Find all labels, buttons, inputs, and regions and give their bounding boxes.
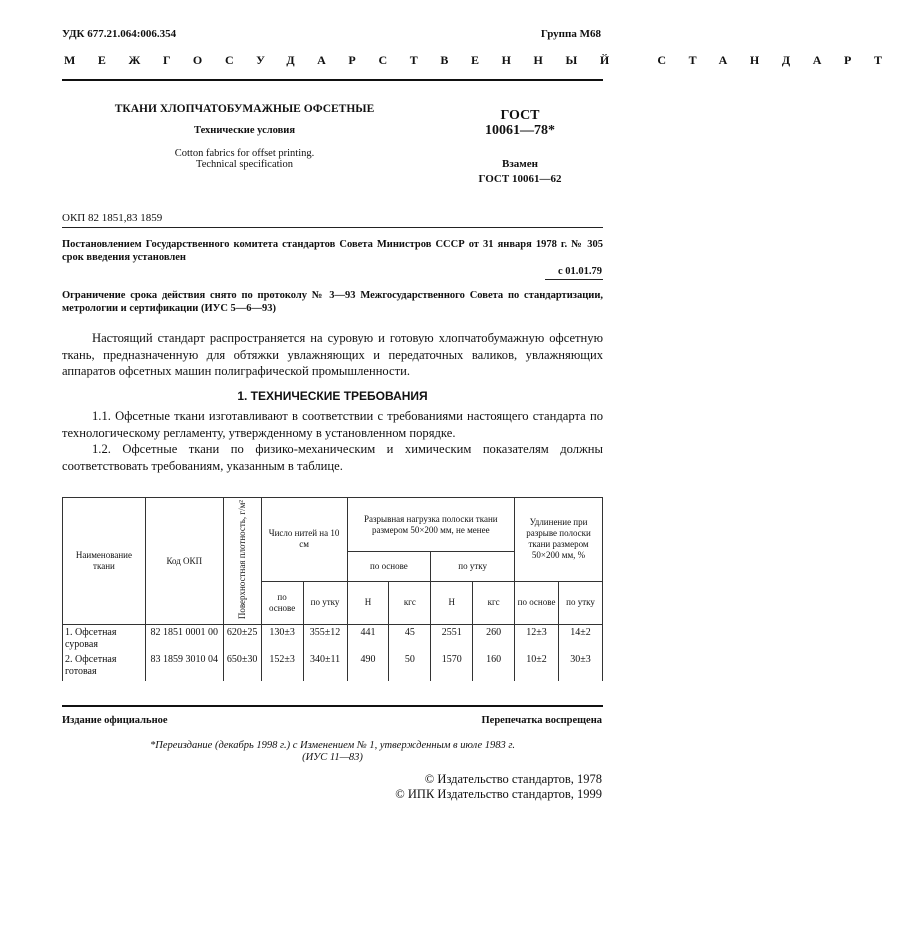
replaces-number: ГОСТ 10061—62 xyxy=(478,173,562,185)
table-row xyxy=(63,625,603,653)
row-threads-weft: 340±11 xyxy=(303,652,347,681)
header-load: Разрывная нагрузка полоски ткани размером 50×200 мм, не менее xyxy=(347,498,515,552)
row-name-line1: 2. Офсетная xyxy=(65,654,117,666)
header-threads-warp: по основе xyxy=(261,581,303,624)
paragraph-1-1: 1.1. Офсетные ткани изготавливают в соответствии с требованиями настоящего стандарта по технологическому регламенту, утвержденному в установленном порядке. xyxy=(62,409,603,440)
reissue-line2: (ИУС 11—83) xyxy=(302,752,363,763)
header-load-weft-n: Н xyxy=(431,581,473,624)
footer-rule xyxy=(62,705,603,707)
standard-banner: МЕЖГОСУДАРСТВЕННЫЙ СТАНДАРТ xyxy=(64,53,905,67)
row-name-line1: 1. Офсетная xyxy=(65,627,117,639)
udk-code: УДК 677.21.064:006.354 xyxy=(62,28,177,40)
row-load-warp-n: 441 xyxy=(347,625,389,653)
header-load-warp: по основе xyxy=(347,552,431,582)
row-code: 82 1851 0001 00 xyxy=(145,625,223,653)
table-row xyxy=(63,652,603,681)
group-code: Группа М68 xyxy=(540,28,601,40)
header-density: Поверхностная плотность, г/м² xyxy=(237,500,248,620)
requirements-table xyxy=(62,497,603,681)
gost-label: ГОСТ xyxy=(500,108,540,123)
row-elong-weft: 14±2 xyxy=(559,625,603,653)
row-load-warp-kgs: 50 xyxy=(389,652,431,681)
row-name-line2: готовая xyxy=(65,666,97,678)
header-threads-weft: по утку xyxy=(303,581,347,624)
document-title: ТКАНИ ХЛОПЧАТОБУМАЖНЫЕ ОФСЕТНЫЕ xyxy=(114,103,375,115)
row-elong-weft: 30±3 xyxy=(559,652,603,681)
row-elong-warp: 10±2 xyxy=(515,652,559,681)
row-load-weft-n: 2551 xyxy=(431,625,473,653)
header-density-cell xyxy=(223,498,261,625)
banner-rule xyxy=(62,79,603,81)
header-load-weft-kgs: кгс xyxy=(473,581,515,624)
header-load-warp-kgs: кгс xyxy=(389,581,431,624)
reissue-line1: *Переиздание (декабрь 1998 г.) с Изменением № 1, утвержденным в июле 1983 г. xyxy=(150,740,515,751)
row-code: 83 1859 3010 04 xyxy=(145,652,223,681)
table-header-row-1 xyxy=(63,498,603,552)
reprint-notice: Перепечатка воспрещена xyxy=(481,715,602,726)
intro-section xyxy=(62,330,603,380)
header-elong-weft: по утку xyxy=(559,581,603,624)
intro-paragraph: Настоящий стандарт распространяется на суровую и готовую хлопчатобумажную офсетную ткань, предназначенную для обтяжки увлажняющих и передаточных валиков, увлажняющих аппаратов офсетных машин полиграфической промышленности. xyxy=(62,331,603,378)
restriction-text: Ограничение срока действия снято по протоколу № 3—93 Межгосударственного Совета по стандартизации, метрологии и сертификации (ИУС 5—6—93) xyxy=(62,290,603,314)
header-elong-warp: по основе xyxy=(515,581,559,624)
row-load-weft-kgs: 260 xyxy=(473,625,515,653)
section-heading: 1. ТЕХНИЧЕСКИЕ ТРЕБОВАНИЯ xyxy=(237,389,428,403)
header-threads: Число нитей на 10 см xyxy=(261,498,347,582)
official-edition: Издание официальное xyxy=(62,715,168,726)
reissue-note xyxy=(62,740,603,764)
english-title-line1: Cotton fabrics for offset printing. xyxy=(174,148,315,159)
row-load-weft-kgs: 160 xyxy=(473,652,515,681)
row-load-warp-kgs: 45 xyxy=(389,625,431,653)
okp-rule xyxy=(62,227,603,228)
copyright-1999: © ИПК Издательство стандартов, 1999 xyxy=(395,787,602,801)
title-block xyxy=(62,103,427,170)
header-name: Наименование ткани xyxy=(63,498,146,625)
document-subtitle: Технические условия xyxy=(193,125,296,136)
replaces-label: Взамен xyxy=(502,158,538,170)
row-elong-warp: 12±3 xyxy=(515,625,559,653)
row-load-warp-n: 490 xyxy=(347,652,389,681)
gost-block xyxy=(440,108,600,185)
header-load-warp-n: Н xyxy=(347,581,389,624)
decree-date: с 01.01.79 xyxy=(557,266,602,277)
okp-code: ОКП 82 1851,83 1859 xyxy=(62,212,163,224)
english-title-line2: Technical specification xyxy=(196,159,293,170)
copyright-1978: © Издательство стандартов, 1978 xyxy=(424,772,602,786)
row-threads-weft: 355±12 xyxy=(303,625,347,653)
date-underline xyxy=(545,279,603,280)
decree-text: Постановлением Государственного комитета стандартов Совета Министров СССР от 31 января 1978 г. № 305 срок введения установлен xyxy=(62,239,603,263)
row-name xyxy=(63,625,146,653)
row-threads-warp: 152±3 xyxy=(261,652,303,681)
header-load-weft: по утку xyxy=(431,552,515,582)
copyright-block xyxy=(395,772,602,802)
row-density: 620±25 xyxy=(223,625,261,653)
paragraph-1-2: 1.2. Офсетные ткани по физико-механическим и химическим показателям должны соответствовать требованиям, указанным в таблице. xyxy=(62,442,603,473)
gost-number: 10061—78* xyxy=(485,123,555,138)
row-name-line2: суровая xyxy=(65,639,98,651)
row-name xyxy=(63,652,146,681)
section-body xyxy=(62,408,603,474)
header-elongation: Удлинение при разрыве полоски ткани размером 50×200 мм, % xyxy=(515,498,603,582)
row-load-weft-n: 1570 xyxy=(431,652,473,681)
row-density: 650±30 xyxy=(223,652,261,681)
header-code: Код ОКП xyxy=(145,498,223,625)
row-threads-warp: 130±3 xyxy=(261,625,303,653)
